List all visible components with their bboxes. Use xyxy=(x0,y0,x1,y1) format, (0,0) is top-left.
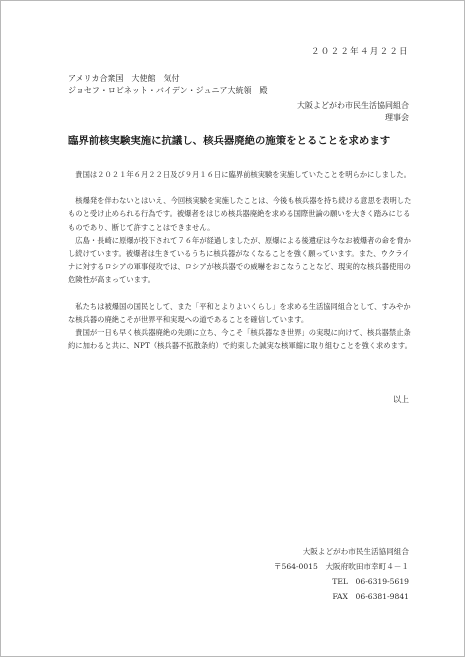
footer-fax: FAX 06-6381-9841 xyxy=(332,592,409,601)
addressee-line-1: アメリカ合衆国 大使館 気付 xyxy=(68,74,180,83)
letter-title: 臨界前核実験実施に抗議し、核兵器廃絶の施策をとることを求めます xyxy=(68,135,391,147)
letter-body xyxy=(68,168,413,352)
body-paragraph: 貴国が一日も早く核兵器廃絶の先頭に立ち、今こそ「核兵器なき世界」の実現に向けて、核兵器禁止条約に加わると共に、NPT（核兵器不拡散条約）で約束した誠実な核軍縮に取り組むことを強く求めます。 xyxy=(68,328,412,351)
addressee-line-2: ジョセフ・ロビネット・バイデン・ジュニア大統領 殿 xyxy=(68,86,268,95)
sender-organization: 大阪よどがわ市民生活協同組合 xyxy=(297,101,409,110)
body-paragraph: 核爆発を伴わないとはいえ、今回核実験を実施したことは、今後も核兵器を持ち続ける意思を表明したものと受け止められる行為です。被爆者をはじめ核兵器廃絶を求める国際世論の願いを大きく踏みにじるものであり、断じて許すことはできません。 xyxy=(68,196,412,232)
body-paragraph: 広島・長崎に原爆が投下されて７６年が経過しましたが、原爆による後遺症は今なお被爆者の命を脅かし続けています。被爆者は生きているうちに核兵器がなくなることを強く願っています。また、ウクライナに対するロシアの軍事侵攻では、ロシアが核兵器での威嚇をおこなうことなど、現実的な核兵器使用の危険性が高まっています。 xyxy=(68,235,411,285)
sender-role: 理事会 xyxy=(385,113,409,122)
letter-date: ２０２２年４月２２日 xyxy=(310,47,409,57)
footer-address: 〒564-0015 大阪府吹田市幸町４－１ xyxy=(273,562,409,571)
footer-organization: 大阪よどがわ市民生活協同組合 xyxy=(302,547,409,556)
body-paragraph: 私たちは被爆国の国民として、また「平和とよりよいくらし」を求める生活協同組合として、すみやかな核兵器の廃絶こそが世界平和実現への道であることを確信しています。 xyxy=(68,301,411,324)
body-paragraph: 貴国は２０２１年６月２２日及び９月１６日に臨界前核実験を実施していたことを明らかにしました。 xyxy=(75,170,411,179)
closing-mark: 以上 xyxy=(393,395,409,404)
footer-tel: TEL 06-6319-5619 xyxy=(332,577,409,586)
